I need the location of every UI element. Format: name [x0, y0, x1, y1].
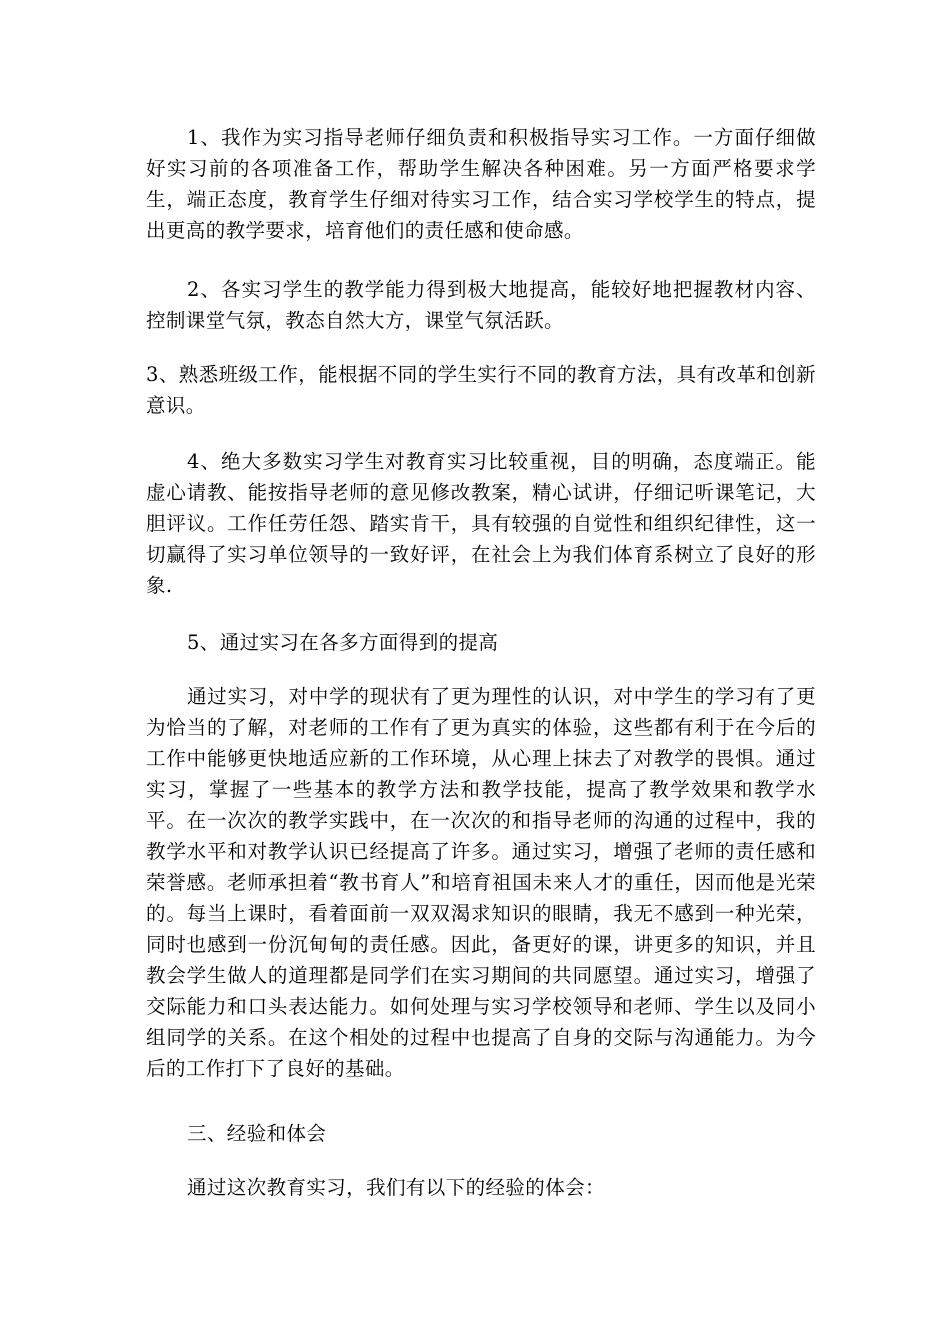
- paragraph-item-1: 1、我作为实习指导老师仔细负责和积极指导实习工作。一方面仔细做好实习前的各项准备工作，帮助学生解决各种困难。另一方面严格要求学生，端正态度，教育学生仔细对待实习工作，结合实习学校学生的特点，提出更高的教学要求，培育他们的责任感和使命感。: [146, 126, 816, 242]
- paragraph-item-5-heading: 5、通过实习在各多方面得到的提高: [187, 631, 499, 654]
- paragraph-item-3: 3、熟悉班级工作，能根据不同的学生实行不同的教育方法，具有改革和创新意识。: [146, 363, 816, 417]
- paragraph-experience-intro: 通过这次教育实习，我们有以下的经验的体会：: [187, 1176, 605, 1199]
- paragraph-item-2: 2、各实习学生的教学能力得到极大地提高，能较好地把握教材内容、控制课堂气氛，教态自然大方，课堂气氛活跃。: [146, 278, 816, 332]
- paragraph-improvements-body: 通过实习，对中学的现状有了更为理性的认识，对中学生的学习有了更为恰当的了解，对老师的工作有了更为真实的体验，这些都有利于在今后的工作中能够更快地适应新的工作环境，从心理上抹去了对教学的畏惧。通过实习，掌握了一些基本的教学方法和教学技能，提高了教学效果和教学水平。在一次次的教学实践中，在一次次的和指导老师的沟通的过程中，我的教学水平和对教学认识已经提高了许多。通过实习，增强了老师的责任感和荣誉感。老师承担着“教书育人”和培育祖国未来人才的重任，因而他是光荣的。每当上课时，看着面前一双双渴求知识的眼睛，我无不感到一种光荣，同时也感到一份沉甸甸的责任感。因此，备更好的课，讲更多的知识，并且教会学生做人的道理都是同学们在实习期间的共同愿望。通过实习，增强了交际能力和口头表达能力。如何处理与实习学校领导和老师、学生以及同小组同学的关系。在这个相处的过程中也提高了自身的交际与沟通能力。为今后的工作打下了良好的基础。: [146, 685, 816, 1080]
- paragraph-item-4: 4、绝大多数实习学生对教育实习比较重视，目的明确，态度端正。能虚心请教、能按指导老师的意见修改教案，精心试讲，仔细记听课笔记，大胆评议。工作任劳任怨、踏实肯干，具有较强的自觉性和组织纪律性，这一切赢得了实习单位领导的一致好评，在社会上为我们体育系树立了良好的形象.: [146, 450, 816, 597]
- section-heading-experience: 三、经验和体会: [187, 1122, 327, 1145]
